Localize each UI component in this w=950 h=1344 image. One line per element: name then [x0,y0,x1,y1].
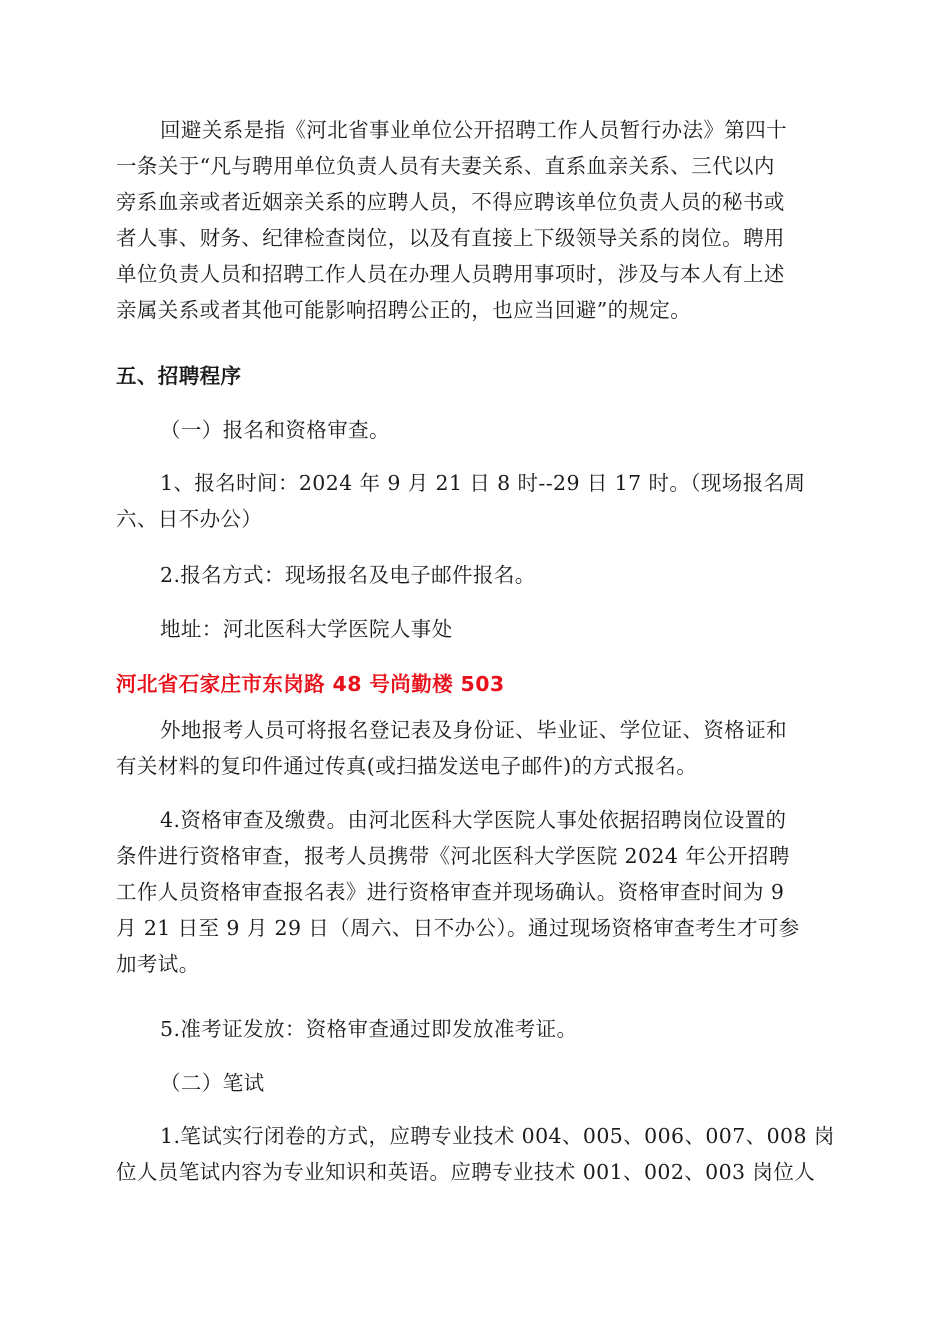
text-line: 1.笔试实行闭卷的方式，应聘专业技术 004、005、006、007、008 岗 [160,1124,835,1148]
text-line: 外地报考人员可将报名登记表及身份证、毕业证、学位证、资格证和 [160,718,787,742]
text-line: 有关材料的复印件通过传真(或扫描发送电子邮件)的方式报名。 [116,754,698,778]
text-line: 工作人员资格审查报名表》进行资格审查并现场确认。资格审查时间为 9 [116,880,785,904]
section-heading: 五、招聘程序 [116,364,242,388]
text-line: 加考试。 [116,952,200,976]
paragraph-remote-registration [116,712,836,784]
text-line: 月 21 日至 9 月 29 日（周六、日不办公）。通过现场资格审查考生才可参 [116,916,800,940]
paragraph-registration-method: 2.报名方式：现场报名及电子邮件报名。 [160,563,536,587]
text-line: 单位负责人员和招聘工作人员在办理人员聘用事项时，涉及与本人有上述 [116,262,785,286]
text-line: 条件进行资格审查，报考人员携带《河北医科大学医院 2024 年公开招聘 [116,844,790,868]
paragraph-admission-ticket: 5.准考证发放：资格审查通过即发放准考证。 [160,1017,578,1041]
paragraph-qualification-review [116,802,836,982]
paragraph-written-exam [116,1118,836,1190]
text-line: 1、报名时间：2024 年 9 月 21 日 8 时--29 日 17 时。（现场报名周 [160,471,806,495]
paragraph-avoidance [116,112,836,328]
subsection-heading-2: （二）笔试 [160,1071,265,1095]
text-line: 亲属关系或者其他可能影响招聘公正的，也应当回避”的规定。 [116,298,692,322]
highlighted-address: 河北省石家庄市东岗路 48 号尚勤楼 503 [116,672,505,696]
text-line: 4.资格审查及缴费。由河北医科大学医院人事处依据招聘岗位设置的 [160,808,787,832]
text-line: 回避关系是指《河北省事业单位公开招聘工作人员暂行办法》第四十 [160,118,787,142]
paragraph-address: 地址：河北医科大学医院人事处 [160,617,453,641]
text-line: 一条关于“凡与聘用单位负责人员有夫妻关系、直系血亲关系、三代以内 [116,154,775,178]
subsection-heading-1: （一）报名和资格审查。 [160,418,390,442]
text-line: 者人事、财务、纪律检查岗位，以及有直接上下级领导关系的岗位。聘用 [116,226,785,250]
text-line: 六、日不办公） [116,507,263,531]
text-line: 位人员笔试内容为专业知识和英语。应聘专业技术 001、002、003 岗位人 [116,1160,816,1184]
paragraph-registration-time [116,465,836,537]
text-line: 旁系血亲或者近姻亲关系的应聘人员，不得应聘该单位负责人员的秘书或 [116,190,785,214]
